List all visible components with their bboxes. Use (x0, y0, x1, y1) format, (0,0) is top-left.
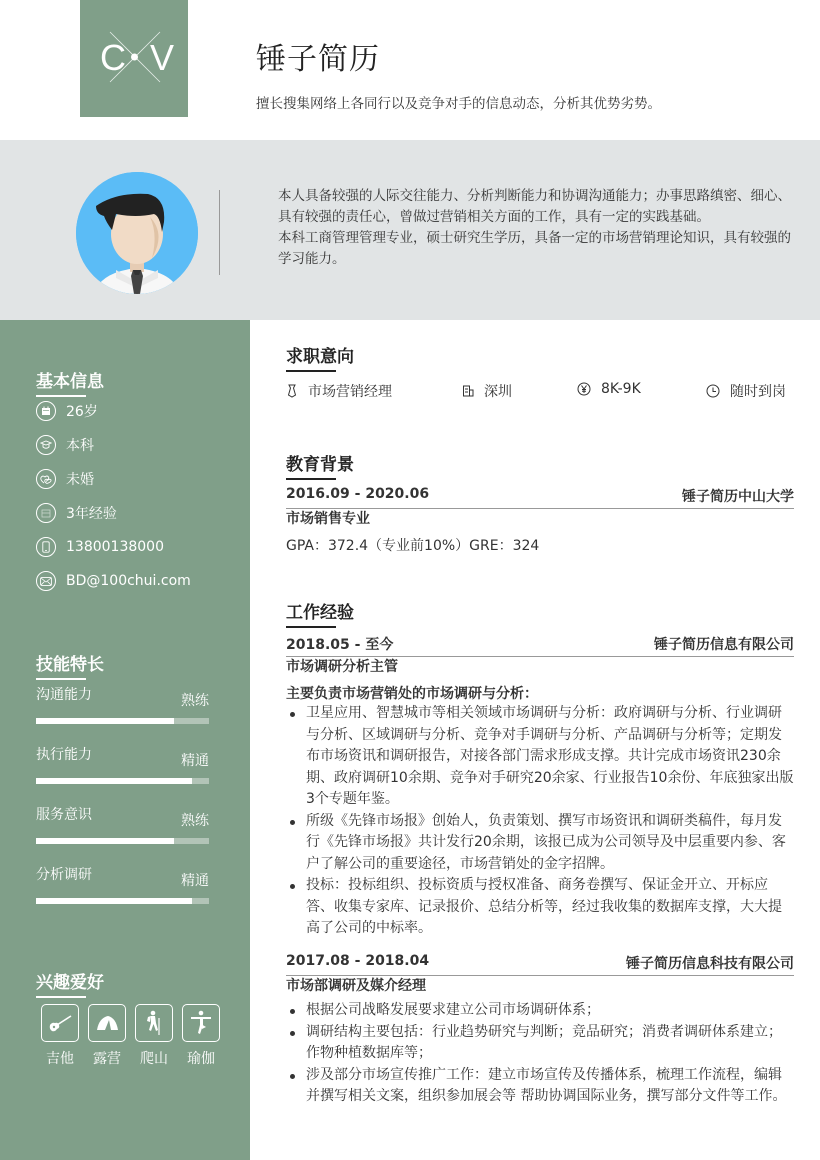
hobby-label: 爬山 (140, 1051, 168, 1067)
cv-logo (80, 0, 188, 117)
skill-bar-fill (36, 778, 192, 784)
work-position: 市场部调研及媒介经理 (286, 978, 426, 994)
work-position: 市场调研分析主管 (286, 659, 398, 675)
calendar-icon (36, 401, 56, 421)
basic-info-title: 基本信息 (36, 367, 104, 392)
skill-name: 执行能力 (36, 747, 92, 763)
tent-icon (95, 1014, 119, 1032)
education-title: 教育背景 (286, 450, 354, 475)
hobby-label: 露营 (93, 1051, 121, 1067)
work-bullet: 涉及部分市场宣传推广工作：建立市场宣传及传播体系，梳理工作流程，编辑并撰写相关文案，组织参加展会等 帮助协调国际业务，撰写部分文件等工作。 (286, 1065, 794, 1108)
skill-level: 精通 (181, 753, 209, 769)
skill-bar-fill (36, 718, 174, 724)
skill-name: 服务意识 (36, 807, 92, 823)
education-period: 2016.09 - 2020.06 (286, 486, 430, 502)
skill-bar (36, 718, 209, 724)
svg-text:C: C (100, 37, 126, 78)
intro-divider (219, 190, 220, 275)
job-intent-title: 求职意向 (286, 342, 354, 367)
education-school: 锤子简历中山大学 (682, 489, 794, 505)
work-period: 2017.08 - 2018.04 (286, 953, 430, 969)
info-email (36, 570, 191, 592)
mail-icon (36, 571, 56, 591)
skill-name: 分析调研 (36, 867, 92, 883)
hobbies-title: 兴趣爱好 (36, 968, 104, 993)
tie-icon (286, 384, 298, 398)
work-entry-header (286, 953, 794, 976)
phone-icon (36, 537, 56, 557)
resume-title: 锤子简历 (256, 42, 380, 77)
intro-paragraph: 本科工商管理管理专业，硕士研究生学历，具备一定的市场营销理论知识，具有较强的学习能力。 (278, 230, 791, 267)
skill-item (36, 744, 209, 784)
skill-level: 熟练 (181, 693, 209, 709)
skill-item (36, 684, 209, 724)
work-title: 工作经验 (286, 598, 354, 623)
job-intent-row (286, 381, 794, 403)
svg-text:V: V (150, 37, 175, 78)
work-bullet: 调研结构主要包括：行业趋势研究与判断；竞品研究；消费者调研体系建立；作物种植数据库等； (286, 1022, 794, 1065)
info-phone (36, 536, 164, 558)
info-marital (36, 468, 94, 490)
cv-logo-cross-icon (80, 0, 188, 117)
work-entry-header (286, 634, 794, 657)
work-lead: 主要负责市场营销处的市场调研与分析： (286, 686, 538, 702)
info-degree (36, 434, 94, 456)
hobby-item (41, 1004, 79, 1068)
skill-bar (36, 898, 209, 904)
work-bullets (286, 1000, 794, 1108)
yen-icon (577, 382, 591, 396)
skill-bar-fill (36, 838, 174, 844)
graduation-cap-icon (36, 435, 56, 455)
work-bullet: 卫星应用、智慧城市等相关领域市场调研与分析：政府调研与分析、行业调研与分析、区域调研与分析、竞争对手调研与分析、产品调研与分析等；定期发布市场资讯和调研报告，对接各部门需求形成支撑。共计完成市场资讯230余期、政府调研10余期、竞争对手研究20余家、行业报告10余份、年底独家出版3个专题年鉴。 (286, 703, 794, 811)
work-bullet: 所级《先锋市场报》创始人，负责策划、撰写市场资讯和调研类稿件，每月发行《先锋市场报》共计发行20余期，该报已成为公司领导及中层重要内参、客户了解公司的重要途径，市场营销处的金字招牌。 (286, 811, 794, 876)
intent-position: 市场营销经理 (286, 381, 392, 401)
avatar-man-icon (76, 172, 198, 294)
education-detail: GPA：372.4（专业前10%）GRE：324 (286, 538, 540, 554)
hobby-item (135, 1004, 173, 1068)
skill-name: 沟通能力 (36, 687, 92, 703)
clock-icon (706, 384, 720, 398)
hobby-item (88, 1004, 126, 1068)
skill-level: 精通 (181, 873, 209, 889)
intro-band (0, 140, 820, 320)
intro-paragraph: 本人具备较强的人际交往能力、分析判断能力和协调沟通能力；办事思路缜密、细心、具有较强的责任心，曾做过营销相关方面的工作，具有一定的实践基础。 (278, 188, 791, 225)
hearts-icon (36, 469, 56, 489)
intent-availability: 随时到岗 (706, 381, 786, 401)
info-value: 13800138000 (66, 539, 164, 555)
info-value: 3年经验 (66, 506, 117, 522)
info-value: 26岁 (66, 404, 98, 420)
education-entry-header (286, 486, 794, 509)
work-bullets (286, 703, 794, 940)
info-value: 未婚 (66, 472, 94, 488)
guitar-icon (47, 1013, 73, 1033)
skill-bar (36, 778, 209, 784)
hobby-item (182, 1004, 220, 1068)
work-bullet: 投标：投标组织、投标资质与授权准备、商务卷撰写、保证金开立、开标应答、收集专家库、记录报价、总结分析等，经过我收集的数据库支撑，大大提高了公司的中标率。 (286, 875, 794, 940)
skill-item (36, 804, 209, 844)
skill-level: 熟练 (181, 813, 209, 829)
skill-bar (36, 838, 209, 844)
work-period: 2018.05 - 至今 (286, 637, 394, 653)
resume-header (0, 0, 820, 140)
hobby-label: 吉他 (46, 1051, 74, 1067)
info-age (36, 400, 98, 422)
skill-item (36, 864, 209, 904)
work-bullet: 根据公司战略发展要求建立公司市场调研体系； (286, 1000, 794, 1022)
intent-city: 深圳 (462, 381, 512, 401)
building-icon (462, 384, 474, 398)
self-introduction (278, 186, 798, 270)
skills-title: 技能特长 (36, 650, 104, 675)
skill-bar-fill (36, 898, 192, 904)
briefcase-icon (36, 503, 56, 523)
resume-subtitle: 擅长搜集网络上各同行以及竞争对手的信息动态，分析其优势劣势。 (256, 96, 661, 112)
education-major: 市场销售专业 (286, 511, 370, 527)
info-value: BD@100chui.com (66, 573, 191, 589)
hiking-icon (144, 1010, 164, 1036)
work-company: 锤子简历信息有限公司 (654, 637, 794, 653)
info-value: 本科 (66, 438, 94, 454)
hobbies-list (41, 1004, 220, 1068)
avatar (76, 172, 198, 294)
yoga-icon (189, 1010, 213, 1036)
info-experience (36, 502, 117, 524)
hobby-label: 瑜伽 (187, 1051, 215, 1067)
intent-salary: 8K-9K (577, 381, 641, 397)
work-company: 锤子简历信息科技有限公司 (626, 956, 794, 972)
